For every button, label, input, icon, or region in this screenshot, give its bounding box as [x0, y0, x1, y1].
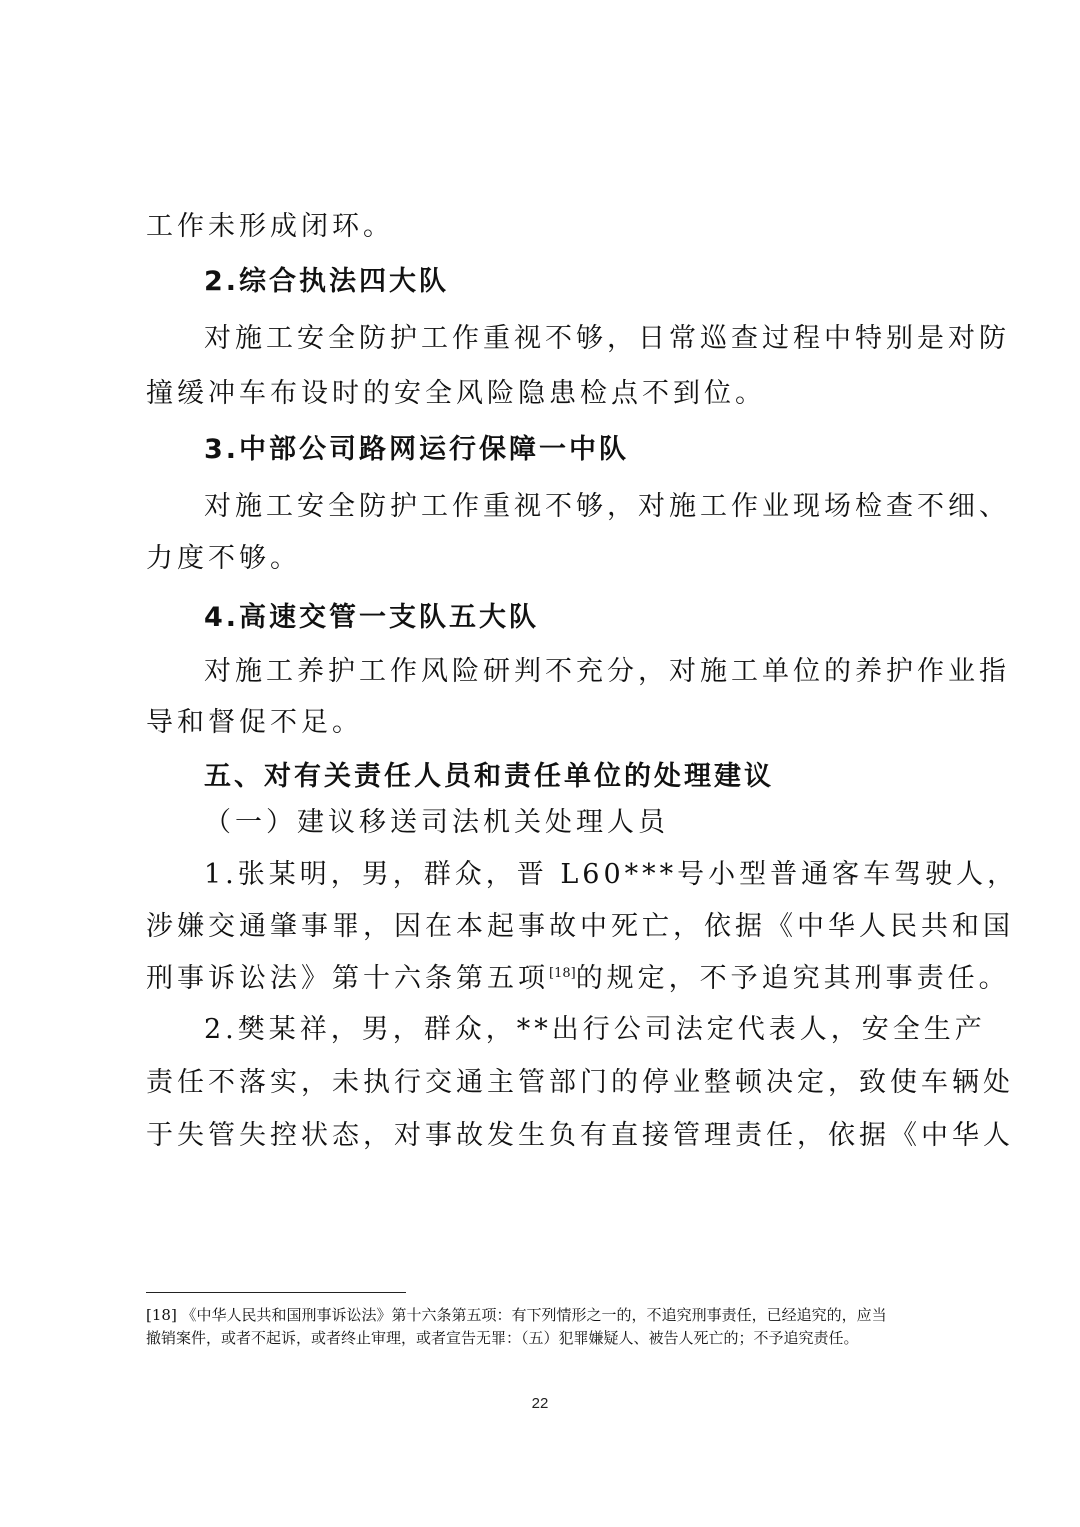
footnote-line: [18] 《中华人民共和国刑事诉讼法》第十六条第五项：有下列情形之一的，不追究刑事责任，已经追究的，应当 [146, 1306, 887, 1324]
body-line: 撞缓冲车布设时的安全风险隐患检点不到位。 [146, 378, 766, 409]
section-heading: 4.高速交管一支队五大队 [204, 602, 540, 633]
body-line [146, 962, 1010, 996]
body-line: 责任不落实，未执行交通主管部门的停业整顿决定，致使车辆处 [146, 1067, 1014, 1098]
footnote-reference[interactable]: [18] [549, 966, 576, 981]
body-text: 的规定，不予追究其刑事责任。 [575, 963, 1010, 994]
body-line: 工作未形成闭环。 [146, 211, 394, 242]
body-line: 2.樊某祥，男，群众，**出行公司法定代表人，安全生产 [204, 1014, 986, 1045]
body-line: 对施工养护工作风险研判不充分，对施工单位的养护作业指 [204, 656, 1010, 687]
body-line: 涉嫌交通肇事罪，因在本起事故中死亡，依据《中华人民共和国 [146, 911, 1014, 942]
body-line: 于失管失控状态，对事故发生负有直接管理责任，依据《中华人 [146, 1120, 1014, 1151]
footnote-line: 撤销案件，或者不起诉，或者终止审理，或者宣告无罪：（五）犯罪嫌疑人、被告人死亡的；不予追究责任。 [146, 1329, 859, 1347]
body-line: 力度不够。 [146, 543, 301, 574]
body-line: 对施工安全防护工作重视不够，对施工作业现场检查不细、 [204, 491, 1010, 522]
section-heading: 2.综合执法四大队 [204, 266, 450, 297]
section-heading: 3.中部公司路网运行保障一中队 [204, 434, 630, 465]
body-line: 导和督促不足。 [146, 707, 363, 738]
chapter-heading: 五、对有关责任人员和责任单位的处理建议 [204, 761, 774, 792]
body-line: 1.张某明，男，群众，晋 L60***号小型普通客车驾驶人， [204, 859, 1019, 890]
body-text: 刑事诉讼法》第十六条第五项 [146, 963, 549, 994]
body-line: 对施工安全防护工作重视不够，日常巡查过程中特别是对防 [204, 323, 1010, 354]
page-number: 22 [531, 1395, 549, 1412]
subsection-heading: （一）建议移送司法机关处理人员 [204, 807, 669, 838]
footnote-divider [146, 1292, 406, 1293]
